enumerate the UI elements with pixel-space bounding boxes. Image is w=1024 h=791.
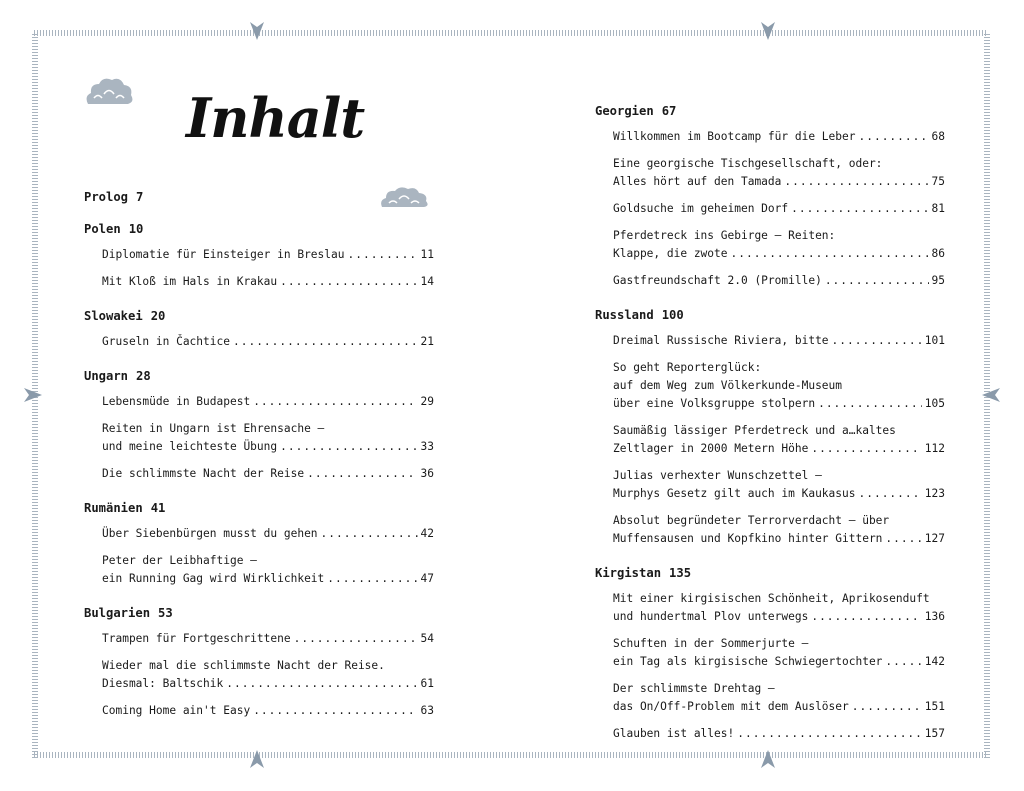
entry-text: das On/Off-Problem mit dem Auslöser xyxy=(613,700,849,713)
arrow-down-icon xyxy=(757,20,779,42)
cloud-icon xyxy=(82,74,136,112)
entry-text: über eine Volksgruppe stolpern xyxy=(613,397,816,410)
toc-entry xyxy=(102,657,434,693)
chapter-heading xyxy=(595,308,945,322)
chapter-page: 41 xyxy=(150,501,166,515)
entry-page: 14 xyxy=(420,275,434,288)
entry-text: Mit Kloß im Hals in Krakau xyxy=(102,275,278,288)
toc-entry xyxy=(102,702,434,720)
entry-text: Trampen für Fortgeschrittene xyxy=(102,632,291,645)
toc-entry xyxy=(102,420,434,456)
toc-entry xyxy=(102,525,434,543)
toc-entry xyxy=(102,393,434,411)
entry-text: Peter der Leibhaftige – xyxy=(102,554,257,567)
chapter-page: 7 xyxy=(136,190,144,204)
entry-text: Über Siebenbürgen musst du gehen xyxy=(102,527,318,540)
toc-entry xyxy=(102,246,434,264)
entry-text: ein Running Gag wird Wirklichkeit xyxy=(102,572,325,585)
chapter-heading xyxy=(84,222,434,236)
chapter-page: 28 xyxy=(136,369,151,383)
chapter-title: Polen xyxy=(84,222,121,236)
dot-leader xyxy=(818,395,922,413)
entry-page: 68 xyxy=(931,130,945,143)
dot-leader xyxy=(347,246,417,264)
entry-text: Diesmal: Baltschik xyxy=(102,677,224,690)
toc-left-column xyxy=(84,190,434,738)
entry-page: 127 xyxy=(924,532,945,545)
dot-leader xyxy=(791,200,928,218)
entry-text: Wieder mal die schlimmste Nacht der Reise. xyxy=(102,659,385,672)
entry-text: und meine leichteste Übung xyxy=(102,440,278,453)
chapter-heading xyxy=(84,190,434,204)
entry-text: Murphys Gesetz gilt auch im Kaukasus xyxy=(613,487,856,500)
entry-page: 101 xyxy=(924,334,945,347)
toc-chapter xyxy=(84,606,434,720)
dot-leader xyxy=(294,630,418,648)
toc-chapter xyxy=(84,369,434,483)
entry-page: 95 xyxy=(931,274,945,287)
toc-entry xyxy=(102,630,434,648)
entry-text: So geht Reporterglück: xyxy=(613,361,762,374)
toc-entry xyxy=(613,227,945,263)
chapter-title: Prolog xyxy=(84,190,129,204)
chapter-title: Kirgistan xyxy=(595,566,662,580)
entry-text: Lebensmüde in Budapest xyxy=(102,395,251,408)
toc-entry xyxy=(613,422,945,458)
chapter-heading xyxy=(84,501,434,515)
chapter-title: Bulgarien xyxy=(84,606,151,620)
page-title: Inhalt xyxy=(186,86,365,150)
toc-chapter xyxy=(595,566,945,743)
dot-leader xyxy=(858,128,928,146)
frame-border-top xyxy=(34,30,988,36)
entry-text: Diplomatie für Einsteiger in Breslau xyxy=(102,248,345,261)
entry-text: auf dem Weg zum Völkerkunde-Museum xyxy=(613,379,843,392)
entry-text: Eine georgische Tischgesellschaft, oder: xyxy=(613,157,883,170)
toc-chapter xyxy=(84,501,434,588)
chapter-title: Slowakei xyxy=(84,309,143,323)
entry-page: 81 xyxy=(931,202,945,215)
entry-text: Saumäßig lässiger Pferdetreck und a…kaltes xyxy=(613,424,896,437)
entry-page: 36 xyxy=(420,467,434,480)
entry-page: 112 xyxy=(924,442,945,455)
entry-text: Der schlimmste Drehtag – xyxy=(613,682,775,695)
chapter-title: Georgien xyxy=(595,104,654,118)
arrow-right-icon xyxy=(22,384,44,406)
entry-text: Zeltlager in 2000 Metern Höhe xyxy=(613,442,809,455)
entry-page: 47 xyxy=(420,572,434,585)
toc-entry xyxy=(613,725,945,743)
dot-leader xyxy=(327,570,417,588)
arrow-up-icon xyxy=(246,748,268,770)
entry-page: 33 xyxy=(420,440,434,453)
toc-right-column xyxy=(595,104,945,761)
entry-text: Pferdetreck ins Gebirge – Reiten: xyxy=(613,229,836,242)
dot-leader xyxy=(737,725,922,743)
dot-leader xyxy=(731,245,929,263)
chapter-title: Rumänien xyxy=(84,501,143,515)
dot-leader xyxy=(858,485,921,503)
entry-text: Coming Home ain't Easy xyxy=(102,704,251,717)
toc-entry xyxy=(613,272,945,290)
entry-page: 105 xyxy=(924,397,945,410)
entry-page: 11 xyxy=(420,248,434,261)
toc-entry xyxy=(102,552,434,588)
toc-entry xyxy=(613,512,945,548)
toc-entry xyxy=(613,332,945,350)
chapter-heading xyxy=(595,104,945,118)
dot-leader xyxy=(226,675,417,693)
dot-leader xyxy=(811,440,921,458)
toc-chapter xyxy=(595,308,945,548)
chapter-page: 20 xyxy=(150,309,166,323)
toc-entry xyxy=(613,635,945,671)
entry-text: Reiten in Ungarn ist Ehrensache – xyxy=(102,422,325,435)
chapter-page: 53 xyxy=(158,606,173,620)
entry-page: 21 xyxy=(420,335,434,348)
entry-page: 63 xyxy=(420,704,434,717)
entry-page: 142 xyxy=(924,655,945,668)
entry-page: 61 xyxy=(420,677,434,690)
entry-page: 151 xyxy=(924,700,945,713)
entry-text: Willkommen im Bootcamp für die Leber xyxy=(613,130,856,143)
chapter-title: Russland xyxy=(595,308,654,322)
chapter-title: Ungarn xyxy=(84,369,129,383)
chapter-page: 10 xyxy=(128,222,144,236)
entry-text: Alles hört auf den Tamada xyxy=(613,175,782,188)
entry-text: Schuften in der Sommerjurte – xyxy=(613,637,809,650)
dot-leader xyxy=(321,525,418,543)
entry-page: 54 xyxy=(420,632,434,645)
entry-text: ein Tag als kirgisische Schwiegertochter xyxy=(613,655,883,668)
entry-page: 136 xyxy=(924,610,945,623)
entry-text: Gastfreundschaft 2.0 (Promille) xyxy=(613,274,822,287)
toc-entry xyxy=(613,467,945,503)
toc-entry xyxy=(102,333,434,351)
entry-text: und hundertmal Plov unterwegs xyxy=(613,610,809,623)
arrow-left-icon xyxy=(980,384,1002,406)
entry-text: Muffensausen und Kopfkino hinter Gittern xyxy=(613,532,883,545)
chapter-heading xyxy=(84,606,434,620)
chapter-heading xyxy=(84,369,434,383)
dot-leader xyxy=(852,698,922,716)
toc-chapter xyxy=(84,190,434,204)
dot-leader xyxy=(280,273,417,291)
toc-chapter xyxy=(84,222,434,291)
entry-page: 42 xyxy=(420,527,434,540)
entry-text: Goldsuche im geheimen Dorf xyxy=(613,202,789,215)
entry-page: 123 xyxy=(924,487,945,500)
dot-leader xyxy=(233,333,418,351)
entry-text: Dreimal Russische Riviera, bitte xyxy=(613,334,829,347)
entry-text: Glauben ist alles! xyxy=(613,727,735,740)
entry-text: Julias verhexter Wunschzettel – xyxy=(613,469,822,482)
chapter-page: 100 xyxy=(661,308,684,322)
chapter-heading xyxy=(595,566,945,580)
dot-leader xyxy=(280,438,417,456)
entry-text: Klappe, die zwote xyxy=(613,247,728,260)
entry-text: Absolut begründeter Terrorverdacht – über xyxy=(613,514,890,527)
toc-entry xyxy=(102,273,434,291)
toc-chapter xyxy=(595,104,945,290)
dot-leader xyxy=(253,393,417,411)
entry-page: 157 xyxy=(924,727,945,740)
dot-leader xyxy=(885,653,921,671)
chapter-page: 135 xyxy=(669,566,692,580)
entry-text: Mit einer kirgisischen Schönheit, Aprikosenduft xyxy=(613,592,930,605)
toc-entry xyxy=(613,128,945,146)
toc-entry xyxy=(613,200,945,218)
chapter-heading xyxy=(84,309,434,323)
dot-leader xyxy=(307,465,417,483)
entry-page: 75 xyxy=(931,175,945,188)
toc-chapter xyxy=(84,309,434,351)
dot-leader xyxy=(825,272,929,290)
toc-entry xyxy=(613,680,945,716)
entry-text: Die schlimmste Nacht der Reise xyxy=(102,467,305,480)
chapter-page: 67 xyxy=(661,104,677,118)
dot-leader xyxy=(811,608,921,626)
entry-text: Gruseln in Čachtice xyxy=(102,335,230,348)
toc-entry xyxy=(613,590,945,626)
entry-page: 29 xyxy=(420,395,434,408)
toc-entry xyxy=(613,359,945,413)
toc-entry xyxy=(102,465,434,483)
arrow-down-icon xyxy=(246,20,268,42)
toc-entry xyxy=(613,155,945,191)
dot-leader xyxy=(253,702,417,720)
dot-leader xyxy=(784,173,928,191)
entry-page: 86 xyxy=(931,247,945,260)
dot-leader xyxy=(832,332,922,350)
dot-leader xyxy=(885,530,921,548)
